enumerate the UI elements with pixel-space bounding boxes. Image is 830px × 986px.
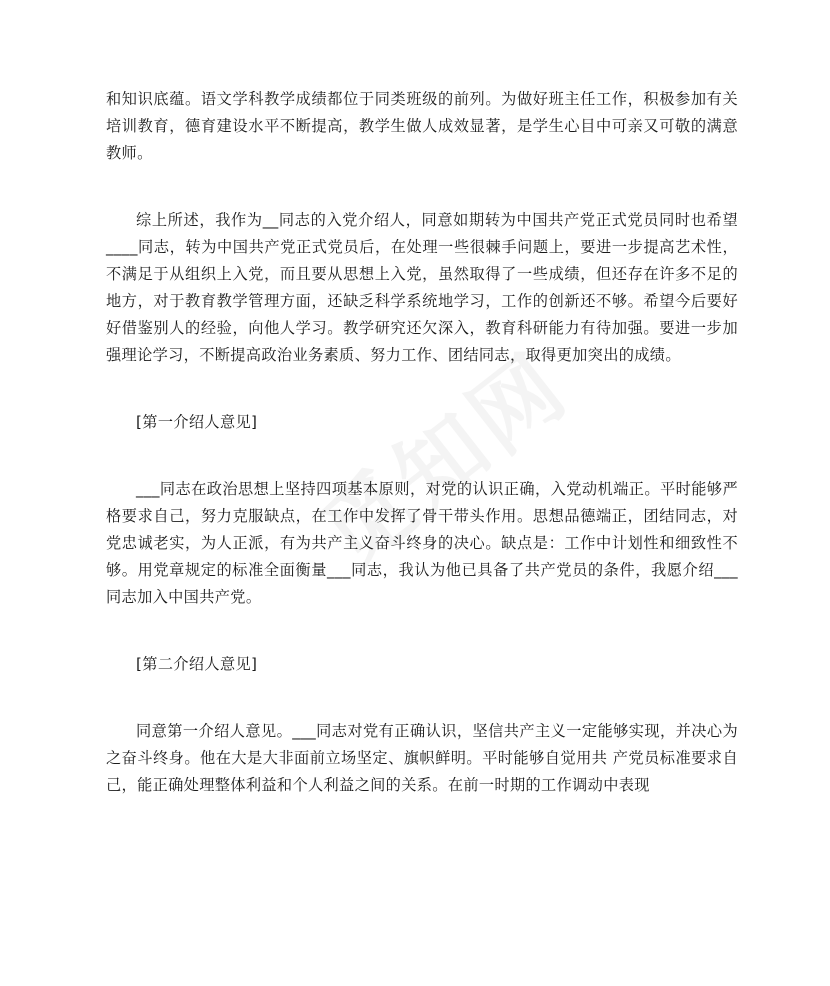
heading-second-sponsor: [第二介绍人意见]: [136, 655, 258, 673]
paragraph-gap: [106, 611, 738, 651]
paragraph-gap: [106, 436, 738, 476]
paragraph-gap: [106, 678, 738, 718]
paragraph-first-sponsor-opinion: ___同志在政治思想上坚持四项基本原则，对党的认识正确，入党动机端正。平时能够严格要求自己，努力克服缺点，在工作中发挥了骨干带头作用。思想品德端正，团结同志，对党忠诚老实，为人正派，有为共产主义奋斗终身的决心。缺点是：工作中计划性和细致性不够。用党章规定的标准全面衡量___同志，我认为他已具备了共产党员的条件，我愿介绍___同志加入中国共产党。: [106, 480, 738, 606]
paragraph-gap: [106, 167, 738, 207]
paragraph-teacher-evaluation: 和知识底蕴。语文学科教学成绩都位于同类班级的前列。为做好班主任工作，积极参加有关培训教育，德育建设水平不断提高，教学生做人成效显著，是学生心目中可亲又可敬的满意教师。: [106, 90, 738, 162]
paragraph-summary: 综上所述，我作为__同志的入党介绍人，同意如期转为中国共产党正式党员同时也希望____同志，转为中国共产党正式党员后，在处理一些很棘手问题上，要进一步提高艺术性，不满足于从组织上入党，而且要从思想上入党，虽然取得了一些成绩，但还存在许多不足的地方，对于教育教学管理方面，还缺乏科学系统地学习，工作的创新还不够。希望今后要好好借鉴别人的经验，向他人学习。教学研究还欠深入，教育科研能力有待加强。要进一步加强理论学习，不断提高政治业务素质、努力工作、团结同志，取得更加突出的成绩。: [106, 211, 738, 364]
paragraph-gap: [106, 369, 738, 409]
document-body: [106, 86, 738, 799]
paragraph-second-sponsor-opinion: 同意第一介绍人意见。___同志对党有正确认识，坚信共产主义一定能够实现，并决心为之奋斗终身。他在大是大非面前立场坚定、旗帜鲜明。平时能够自觉用共 产党员标准要求自己，能正确处理整体利益和个人利益之间的关系。在前一时期的工作调动中表现: [106, 722, 738, 794]
heading-first-sponsor: [第一介绍人意见]: [136, 413, 258, 431]
